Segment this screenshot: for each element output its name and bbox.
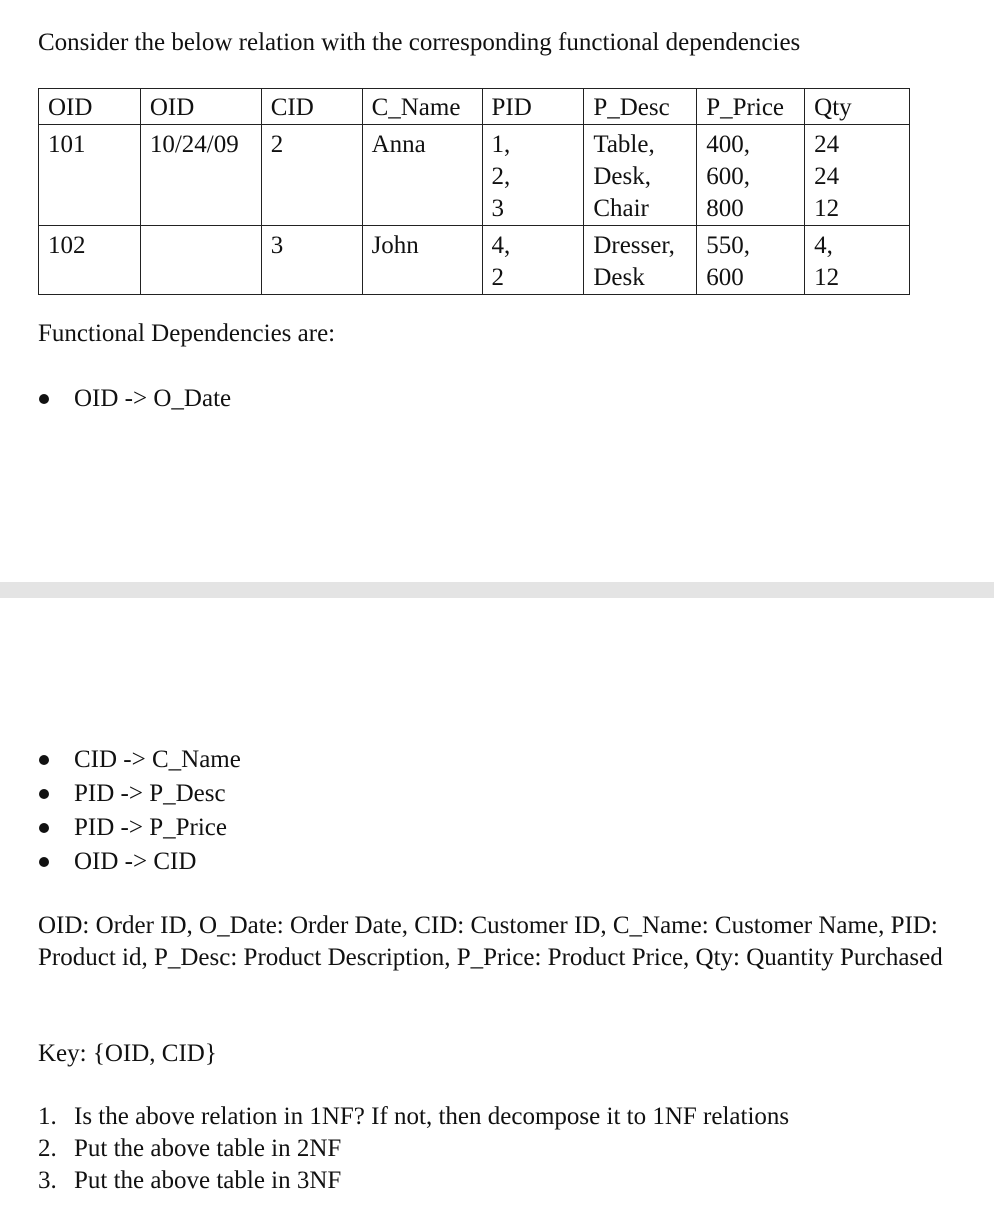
cell-line: 600 [706, 264, 744, 291]
header-row [39, 89, 910, 125]
fd-list-bottom [38, 743, 241, 879]
bullet-icon [39, 755, 49, 765]
cell-line: 400, [706, 131, 750, 158]
questions-list [38, 1101, 789, 1197]
cell-p-price [697, 125, 805, 226]
question-text: Is the above relation in 1NF? If not, then decompose it to 1NF relations [74, 1103, 790, 1130]
cell-line: 24 [814, 131, 840, 158]
fd-text: OID -> CID [74, 848, 197, 875]
question-text: Put the above table in 3NF [74, 1167, 342, 1194]
cell-pid [482, 226, 584, 295]
col-header-qty: Qty [805, 89, 910, 125]
cell-o-date [140, 226, 261, 295]
cell-line: 3 [491, 195, 504, 222]
fd-text: PID -> P_Desc [74, 780, 226, 807]
col-header-c-name: C_Name [362, 89, 482, 125]
list-item [38, 845, 241, 879]
question-number: 2. [38, 1135, 57, 1162]
question-number: 1. [38, 1103, 57, 1130]
table-row [39, 226, 910, 295]
fd-text: CID -> C_Name [74, 746, 241, 773]
cell-pid [482, 125, 584, 226]
cell-line: 800 [706, 195, 744, 222]
question-number: 3. [38, 1167, 57, 1194]
cell-qty [805, 125, 910, 226]
list-item [38, 743, 241, 777]
cell-line: 12 [814, 195, 840, 222]
cell-line: 12 [814, 264, 840, 291]
list-item [38, 811, 241, 845]
col-header-cid: CID [261, 89, 362, 125]
cell-line: Table, [593, 131, 655, 158]
cell-cid: 3 [261, 226, 362, 295]
col-header-oid: OID [39, 89, 141, 125]
key-line: Key: {OID, CID} [38, 1040, 217, 1067]
cell-line: Desk [593, 264, 645, 291]
cell-line: 600, [706, 163, 750, 190]
cell-o-date: 10/24/09 [140, 125, 261, 226]
page-divider [0, 582, 994, 598]
intro-text: Consider the below relation with the corresponding functional dependencies [38, 29, 801, 56]
relation-table [38, 88, 910, 295]
cell-c-name: Anna [362, 125, 482, 226]
cell-line: Dresser, [593, 232, 675, 259]
cell-oid: 102 [39, 226, 141, 295]
fd-list-top [38, 382, 231, 416]
list-item [38, 777, 241, 811]
cell-p-price [697, 226, 805, 295]
cell-line: 4, [814, 232, 833, 259]
cell-line: 4, [491, 232, 511, 259]
col-header-p-price: P_Price [697, 89, 805, 125]
cell-line: 24 [814, 163, 840, 190]
cell-qty [805, 226, 910, 295]
bullet-icon [39, 789, 49, 799]
fd-text: PID -> P_Price [74, 814, 227, 841]
cell-line: Chair [593, 195, 649, 222]
col-header-oid-2: OID [140, 89, 261, 125]
cell-line: 1, [491, 131, 511, 158]
cell-line: Desk, [593, 163, 651, 190]
col-header-p-desc: P_Desc [584, 89, 697, 125]
table-row [39, 125, 910, 226]
list-item [38, 1101, 789, 1133]
cell-p-desc [584, 226, 697, 295]
cell-cid: 2 [261, 125, 362, 226]
bullet-icon [39, 857, 49, 867]
cell-c-name: John [362, 226, 482, 295]
bullet-icon [39, 823, 49, 833]
cell-line: 550, [706, 232, 750, 259]
cell-line: 2 [491, 264, 504, 291]
fd-text: OID -> O_Date [74, 385, 232, 412]
cell-line: 2, [491, 163, 511, 190]
cell-p-desc [584, 125, 697, 226]
abbreviations-paragraph: OID: Order ID, O_Date: Order Date, CID: Customer ID, C_Name: Customer Name, PID: Product id, P_Desc: Product Description, P_Price: Product Price, Qty: Quantity Purchased [38, 912, 943, 971]
cell-oid: 101 [39, 125, 141, 226]
list-item [38, 1133, 789, 1165]
list-item [38, 382, 231, 416]
bullet-icon [39, 394, 49, 404]
col-header-pid: PID [482, 89, 584, 125]
list-item [38, 1165, 789, 1197]
fd-heading: Functional Dependencies are: [38, 320, 336, 347]
question-text: Put the above table in 2NF [74, 1135, 342, 1162]
